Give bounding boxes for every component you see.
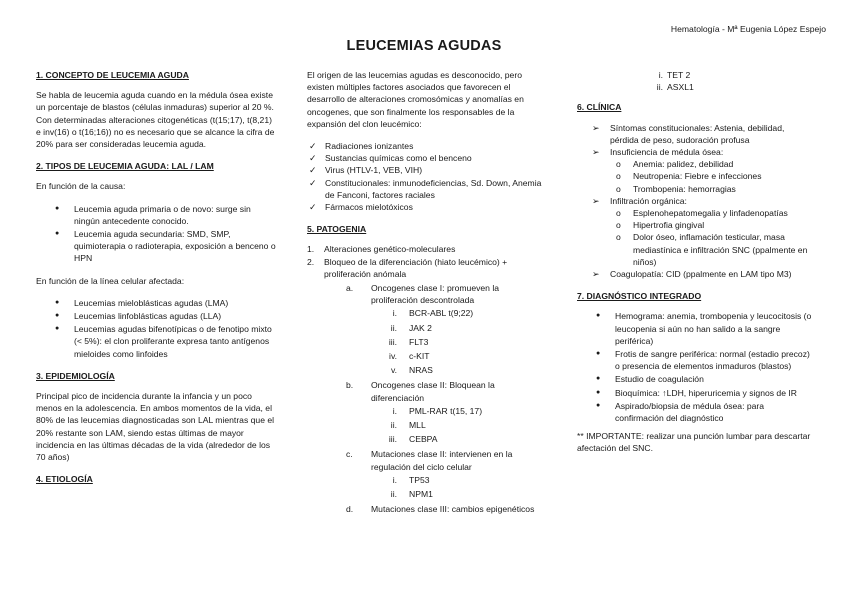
list-item-text: FLT3: [409, 336, 429, 347]
page-title: LEUCEMIAS AGUDAS: [346, 38, 502, 54]
list-item-text: Alteraciones genético-moleculares: [324, 244, 456, 255]
list-marker: a.: [346, 283, 354, 294]
sub-list: [610, 158, 812, 195]
cause-list: [36, 203, 276, 265]
section-heading-clinica: 6. CLÍNICA: [577, 102, 622, 113]
column-3: [577, 69, 812, 465]
list-item: o Anemia: palidez, debilidad: [610, 158, 812, 170]
line-intro: En función de la línea celular afectada:: [36, 275, 185, 286]
list-item: [346, 503, 547, 515]
list-item: ● Leucemias linfoblásticas agudas (LLA): [36, 310, 276, 322]
list-marker: i.: [392, 474, 397, 485]
list-marker: iv.: [389, 351, 397, 362]
list-item-text: Infiltración orgánica:: [610, 195, 687, 206]
list-item: ✓ Constitucionales: inmunodeficiencias, Sd. Down, Anemia de Fanconi, factores raciales: [307, 177, 547, 201]
list-item-text: Síntomas constitucionales: Astenia, debilidad, pérdida de peso, sudoración profusa: [610, 122, 785, 145]
list-item: ● Frotis de sangre periférica: normal (estadio precoz) o presencia de elementos inmaduros (blastos): [577, 348, 812, 372]
list-item: ✓ Fármacos mielotóxicos: [307, 201, 547, 213]
list-item: [371, 419, 547, 431]
list-item: [577, 122, 812, 146]
list-item-text: TP53: [409, 474, 430, 485]
sub-list: [371, 474, 547, 500]
list-item-text: c-KIT: [409, 351, 430, 362]
list-item: [371, 322, 547, 334]
list-item-text: Insuficiencia de médula ósea:: [610, 147, 724, 158]
list-marker: ii.: [656, 82, 663, 93]
list-marker: iii.: [388, 434, 397, 445]
list-item-text: JAK 2: [409, 322, 432, 333]
list-item: ✓ Radiaciones ionizantes: [307, 140, 547, 152]
section-heading-concepto: 1. CONCEPTO DE LEUCEMIA AGUDA: [36, 70, 189, 80]
list-item: [371, 336, 547, 348]
column-1: [36, 69, 276, 493]
list-marker: ii.: [390, 420, 397, 431]
list-item: [577, 146, 812, 195]
etiologia-text: El origen de las leucemias agudas es desconocido, pero existen múltiples factores asociados que favorecen el desarrollo de alteraciones cromosómicas y anomalías en oncogenes, que son finalmente los responsables de la expansión del clon leucémico:: [307, 70, 524, 129]
list-item: ● Leucemias mieloblásticas agudas (LMA): [36, 297, 276, 309]
list-item: [371, 474, 547, 486]
sub-list: [610, 207, 812, 268]
list-item: o Neutropenia: Fiebre e infecciones: [610, 170, 812, 182]
list-item-text: ASXL1: [667, 82, 694, 93]
list-item: ● Estudio de coagulación: [577, 373, 812, 385]
list-item: [346, 379, 547, 445]
list-item: [371, 364, 547, 376]
list-item-text: Mutaciones clase II: intervienen en la regulación del ciclo celular: [371, 449, 513, 472]
list-item-text: Oncogenes clase II: Bloquean la diferenciación: [371, 380, 495, 403]
list-item: [577, 268, 812, 280]
list-item: ● Leucemias agudas bifenotípicas o de fenotipo mixto (< 5%): el clon proliferante expresa tanto antígenos mieloides como linfoides: [36, 323, 276, 360]
list-item: [307, 243, 547, 255]
section-heading-etiologia: 4. ETIOLOGÍA: [36, 474, 93, 485]
epidemiologia-text: Principal pico de incidencia durante la infancia y un poco menos en la adolescencia. En ambos momentos de la vida, el 80% de las leucemias diagnosticadas son LAL mientras que el 20% restante son LAM, siendo estas últimas de mayor incidencia en las últimas décadas de la vida (alrededor de los 70 años): [36, 391, 275, 463]
author-line: Hematología - Mª Eugenia López Espejo: [670, 24, 826, 34]
etiologia-list: [307, 140, 547, 213]
column-2: [307, 69, 547, 518]
list-item: ● Hemograma: anemia, trombopenia y leucocitosis (o leucopenia si aún no han salido a la sangre periférica): [577, 310, 812, 347]
list-item: [653, 81, 812, 93]
section-heading-diagnostico: 7. DIAGNÓSTICO INTEGRADO: [577, 291, 702, 302]
list-item: ● Leucemia aguda secundaria: SMD, SMP, quimioterapia o radioterapia, exposición a benceno o HPN: [36, 228, 276, 265]
sub-list: [371, 307, 547, 376]
list-item: [371, 488, 547, 500]
clinica-list: [577, 122, 812, 281]
list-item: ● Leucemia aguda primaria o de novo: surge sin ningún antecedente conocido.: [36, 203, 276, 227]
list-item-text: MLL: [409, 420, 426, 431]
list-marker: 2.: [307, 256, 315, 267]
list-item-text: NPM1: [409, 489, 433, 500]
list-item: [346, 282, 547, 376]
list-marker: d.: [346, 504, 354, 515]
list-item: ✓ Sustancias químicas como el benceno: [307, 152, 547, 164]
list-item-text: PML-RAR t(15, 17): [409, 405, 483, 416]
list-item-text: Mutaciones clase III: cambios epigenéticos: [371, 504, 535, 515]
list-marker: i.: [658, 70, 663, 80]
list-item: ✓ Virus (HTLV-1, VEB, VIH): [307, 164, 547, 176]
cause-intro: En función de la causa:: [36, 181, 126, 192]
diagnostico-list: [577, 310, 812, 424]
list-item-text: BCR-ABL t(9;22): [409, 308, 474, 319]
continued-list: [577, 69, 812, 93]
list-marker: v.: [390, 365, 397, 376]
list-item-text: Coagulopatía: CID (ppalmente en LAM tipo M3): [610, 269, 792, 280]
patogenia-list: [307, 243, 547, 515]
important-note: ** IMPORTANTE: realizar una punción lumbar para descartar afectación del SNC.: [577, 431, 811, 454]
section-heading-tipos: 2. TIPOS DE LEUCEMIA AGUDA: LAL / LAM: [36, 161, 214, 172]
list-item: [371, 405, 547, 417]
list-item: [577, 195, 812, 268]
list-item: o Dolor óseo, inflamación testicular, masa mediastínica e infiltración SNC (ppalmente en niños): [610, 231, 812, 268]
list-item: ● Aspirado/biopsia de médula ósea: para confirmación del diagnóstico: [577, 400, 812, 424]
list-item: o Trombopenia: hemorragias: [610, 183, 812, 195]
list-marker: ii.: [390, 489, 397, 500]
list-item-text: TET 2: [667, 70, 691, 80]
list-item-text: Bloqueo de la diferenciación (hiato leucémico) + proliferación anómala: [324, 256, 508, 279]
class-list: [346, 282, 547, 515]
list-marker: i.: [392, 405, 397, 416]
sub-list: [371, 405, 547, 446]
section-heading-epidemiologia: 3. EPIDEMIOLOGÍA: [36, 370, 115, 381]
list-item: [653, 69, 812, 81]
list-item: [346, 448, 547, 500]
list-item-text: Oncogenes clase I: promueven la proliferación descontrolada: [371, 283, 500, 306]
list-item: [371, 307, 547, 319]
list-marker: b.: [346, 380, 354, 391]
list-marker: 1.: [307, 244, 315, 255]
list-item: o Hipertrofia gingival: [610, 219, 812, 231]
section-heading-patogenia: 5. PATOGENIA: [307, 224, 367, 235]
list-item: o Esplenohepatomegalia y linfadenopatías: [610, 207, 812, 219]
concepto-text: Se habla de leucemia aguda cuando en la médula ósea existe un porcentaje de blastos (células inmaduras) superior al 20 %. Con determinadas alteraciones citogenéticas (t(15;17), t(8,21) e inv(16) o t(16;16)) no es necesario que se alcance la cifra de 20% para ser consideradas leucemia aguda.: [36, 90, 275, 150]
list-item-text: NRAS: [409, 365, 433, 376]
line-list: [36, 297, 276, 360]
list-marker: c.: [346, 449, 353, 460]
list-marker: ii.: [390, 322, 397, 333]
list-item-text: CEBPA: [409, 434, 438, 445]
list-marker: i.: [392, 308, 397, 319]
list-marker: iii.: [388, 336, 397, 347]
list-item: [371, 433, 547, 445]
list-item: [307, 256, 547, 516]
list-item: [371, 350, 547, 362]
list-item: ● Bioquímica: ↑LDH, hiperuricemia y signos de IR: [577, 387, 812, 399]
